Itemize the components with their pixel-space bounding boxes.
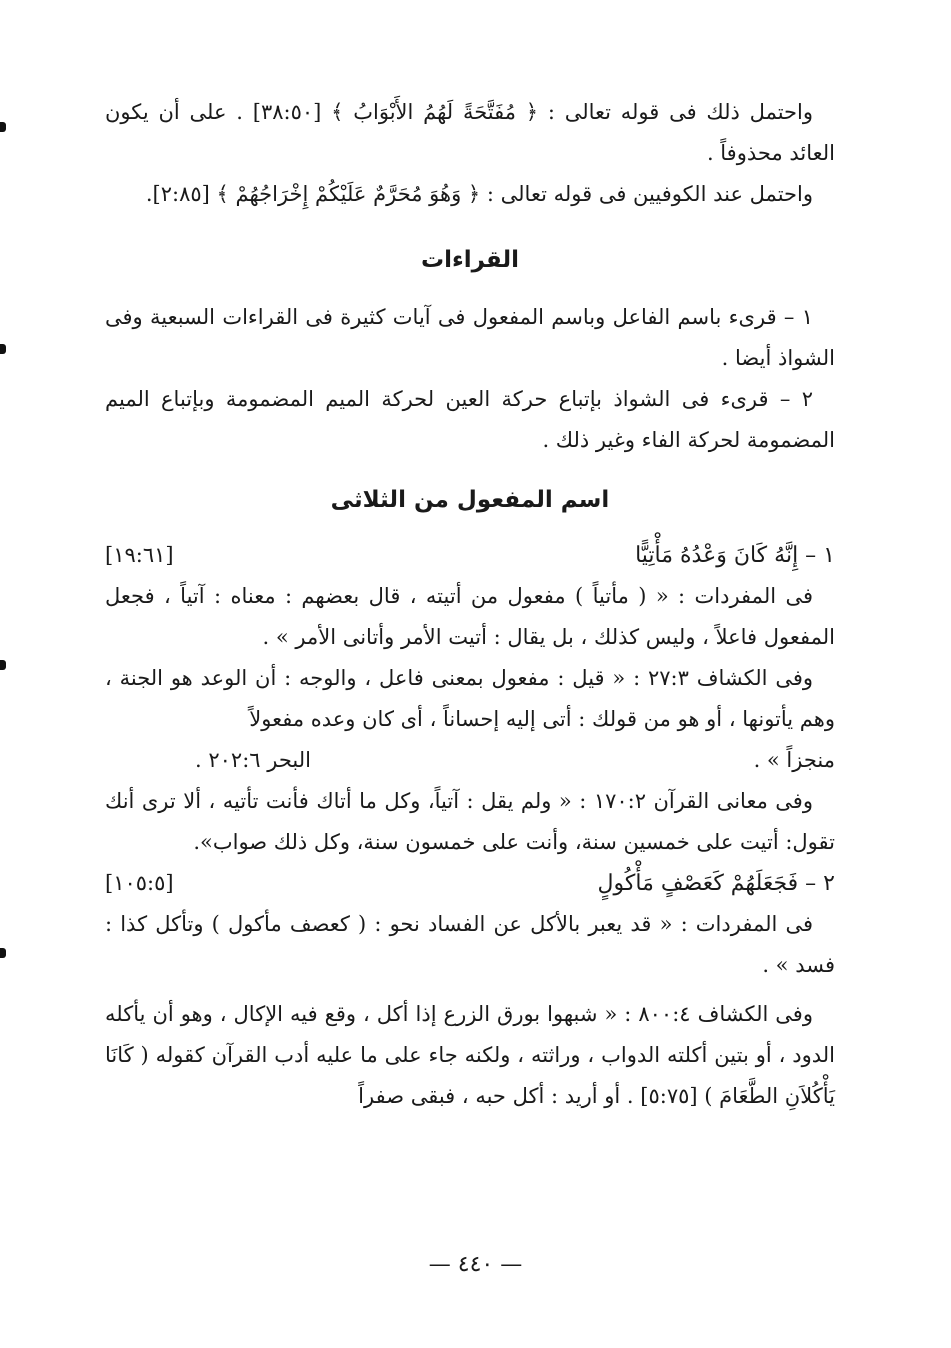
bahr-ref: البحر ٢٠٢:٦ . xyxy=(195,748,311,772)
page-body xyxy=(105,92,835,1117)
page-number: — ٤٤٠ — xyxy=(428,1252,523,1277)
verse-line-2 xyxy=(105,863,835,904)
verse-ref-2: [١٠٥:٥] xyxy=(105,871,174,895)
paragraph-maani-quran: وفى معانى القرآن ١٧٠:٢ : « ولم يقل : آتياً، وكل ما أتاك فأنت تأتيه ، ألا ترى أنك تقول: أتيت على خمسين سنة، وأنت على خمسون سنة، وكل ذلك صواب». xyxy=(105,789,835,854)
margin-mark xyxy=(0,344,6,354)
paragraph-p1: واحتمل ذلك فى قوله تعالى : ﴿ مُفَتَّحَةً لَهُمُ الأَبْوَابُ ﴾ [٣٨:٥٠] . على أن يكون العائد محذوفاً . xyxy=(105,100,835,165)
verse-text-2: ٢ – فَجَعَلَهُمْ كَعَصْفٍ مَأْكُولٍ xyxy=(597,871,835,896)
heading-passive-participle: اسم المفعول من الثلاثى xyxy=(330,487,610,513)
heading-readings: القراءات xyxy=(420,247,520,273)
margin-mark xyxy=(0,660,6,670)
paragraph-mufradat-1: فى المفردات : « ( مأتياً ) مفعول من أتيته ، قال بعضهم : معناه : آتياً ، فجعل المفعول فاعلاً ، وليس كذلك ، بل يقال : أتيت الأمر وأتانى الأمر » . xyxy=(105,584,835,649)
paragraph-p2: واحتمل عند الكوفيين فى قوله تعالى : ﴿ وَهُوَ مُحَرَّمٌ عَلَيْكُمْ إِخْرَاجُهُمْ ﴾ [٢:٨٥]. xyxy=(145,182,813,206)
paragraph-kashshaf-2: وفى الكشاف ٨٠٠:٤ : « شبهوا بورق الزرع إذا أكل ، وقع فيه الإكال ، وهو أن يأكله الدود ، أو بتين أكلته الدواب ، وراثته ، ولكنه جاء على ما عليه أدب القرآن كقوله ( كَانَا يَأْكُلاَنِ الطَّعَامَ ) [٥:٧٥] . أو أريد : أكل حبه ، فبقى صفراً xyxy=(105,1002,835,1108)
margin-mark xyxy=(0,122,6,132)
kashshaf-1-end: منجزاً » . xyxy=(753,748,835,772)
paragraph-reading-2: ٢ – قرىء فى الشواذ بإتباع حركة العين لحركة الميم المضمومة وبإتباع الميم المضمومة لحركة الفاء وغير ذلك . xyxy=(105,387,835,452)
paragraph-mufradat-2: فى المفردات : « قد يعبر بالأكل عن الفساد نحو : ( كعصف مأكول ) وتأكل كذا : فسد » . xyxy=(105,912,835,977)
verse-text-1: ١ – إِنَّهُ كَانَ وَعْدُهُ مَأْتِيًّا xyxy=(635,543,835,568)
paragraph-reading-1: ١ – قرىء باسم الفاعل وباسم المفعول فى آيات كثيرة فى القراءات السبعية وفى الشواذ أيضا . xyxy=(105,305,835,370)
kashshaf-1-end-row xyxy=(105,740,835,781)
margin-mark xyxy=(0,948,6,958)
paragraph-kashshaf-1: وفى الكشاف ٢٧:٣ : « قيل : مفعول بمعنى فاعل ، والوجه : أن الوعد هو الجنة ، وهم يأتونها ، أو هو من قولك : أتى إليه إحساناً ، أى كان وعده مفعولاً xyxy=(105,666,835,731)
verse-line-1 xyxy=(105,535,835,576)
verse-ref-1: [١٩:٦١] xyxy=(105,543,174,567)
